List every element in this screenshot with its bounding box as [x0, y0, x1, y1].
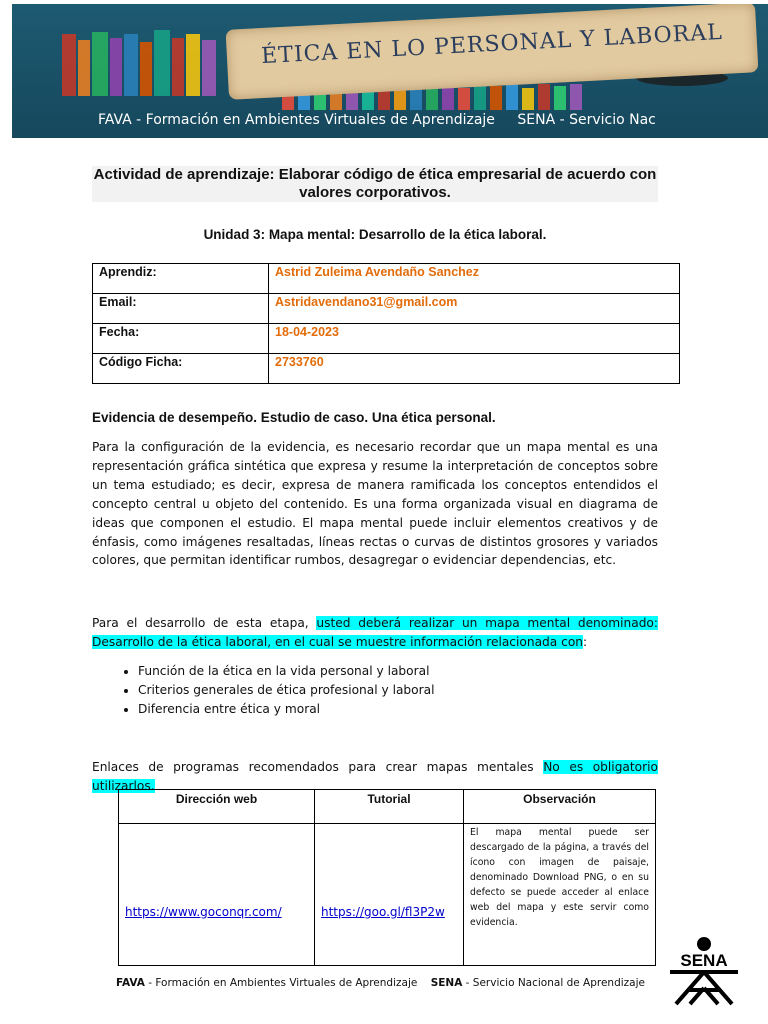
footer-fava-text: - Formación en Ambientes Virtuales de Aprendizaje	[144, 977, 418, 989]
footer-sena-bold: SENA	[430, 977, 463, 989]
info-label: Código Ficha:	[93, 354, 269, 384]
unit-title: Unidad 3: Mapa mental: Desarrollo de la ética laboral.	[203, 227, 547, 242]
info-label: Fecha:	[93, 324, 269, 354]
header-tutorial: Tutorial	[315, 790, 464, 824]
stage-end: :	[583, 634, 588, 649]
stage-plain: Para el desarrollo de esta etapa,	[92, 616, 317, 630]
header-web: Dirección web	[119, 790, 315, 824]
info-value: Astridavendano31@gmail.com	[269, 294, 680, 324]
table-row	[93, 354, 680, 384]
table-row	[93, 294, 680, 324]
intro-paragraph: Para la configuración de la evidencia, es necesario recordar que un mapa mental es una representación gráfica sintética que expresa y resume la interpretación de conceptos sobre un tema estudiado; es decir, expresa de manera ramificada los conceptos entendidos el concepto central u objeto del contenido. Es una forma organizada visual en diagrama de ideas que componen el estudio. El mapa mental puede incluir elementos creativos y de énfasis, como imágenes resaltadas, líneas rectas o curvas de distintos grosores y variados colores, que permitan identificar rumbos, desagregar o evidenciar dependencias, etc.	[92, 440, 658, 568]
header-observation: Observación	[464, 790, 656, 824]
banner-footer-fava: FAVA - Formación en Ambientes Virtuales de Aprendizaje	[98, 112, 495, 128]
sena-logo-text: SENA	[680, 951, 728, 970]
footer-fava-bold: FAVA	[116, 977, 145, 989]
banner-footer-sena: SENA - Servicio Nac	[517, 112, 656, 128]
info-label: Aprendiz:	[93, 264, 269, 294]
table-header-row	[119, 790, 656, 824]
observation-text: El mapa mental puede ser descargado de la página, a través del ícono con imagen de paisaje, denominado Download PNG, o en su defecto se puede acceder al enlace web del mapa y este servir como evidencia.	[464, 824, 656, 966]
list-item: • Criterios generales de ética profesional y laboral	[138, 681, 435, 700]
header-banner	[12, 4, 768, 138]
info-value: 18-04-2023	[269, 324, 680, 354]
tutorial-link[interactable]: https://goo.gl/fl3P2w	[315, 824, 464, 966]
sena-logo	[666, 936, 742, 1008]
list-item: • Función de la ética en la vida personal y laboral	[138, 662, 435, 681]
banner-title: ÉTICA EN LO PERSONAL Y LABORAL	[260, 19, 724, 70]
info-value: 2733760	[269, 354, 680, 384]
activity-title: Actividad de aprendizaje: Elaborar código de ética empresarial de acuerdo con valores corporativos.	[93, 166, 657, 201]
table-row	[119, 824, 656, 966]
web-link[interactable]: https://www.goconqr.com/	[119, 824, 315, 966]
page-footer	[116, 977, 645, 989]
student-info-table	[92, 263, 680, 384]
list-item: • Diferencia entre ética y moral	[138, 700, 435, 719]
info-value: Astrid Zuleima Avendaño Sanchez	[269, 264, 680, 294]
banner-footer	[98, 112, 768, 128]
links-intro-plain: Enlaces de programas recomendados para crear mapas mentales	[92, 760, 544, 774]
stage-highlight: usted deberá realizar un mapa mental denominado: Desarrollo de la ética laboral, en el cual se muestre información relacionada con	[92, 616, 658, 649]
evidence-heading: Evidencia de desempeño. Estudio de caso. Una ética personal.	[92, 410, 496, 425]
stage-paragraph	[92, 614, 658, 652]
links-intro-highlight: No es obligatorio utilizarlos.	[92, 760, 658, 793]
footer-sena-text: - Servicio Nacional de Aprendizaje	[462, 977, 645, 989]
table-row	[93, 264, 680, 294]
info-label: Email:	[93, 294, 269, 324]
table-row	[93, 324, 680, 354]
links-table	[118, 789, 656, 966]
criteria-list	[92, 662, 435, 719]
